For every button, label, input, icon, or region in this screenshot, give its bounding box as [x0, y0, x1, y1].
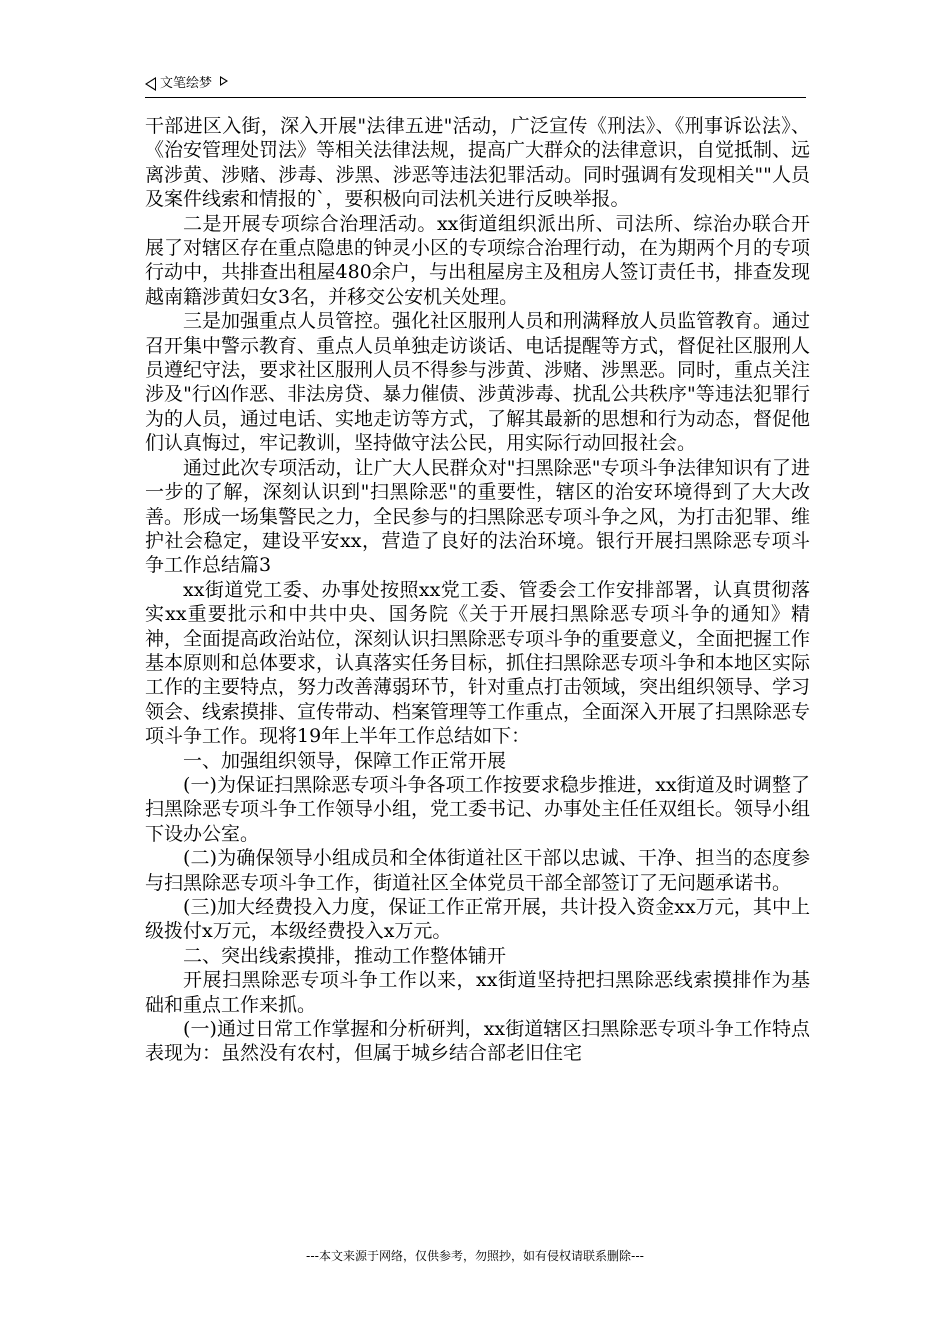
triangle-left-icon — [145, 77, 156, 91]
paragraph: (一)通过日常工作掌握和分析研判，xx街道辖区扫黑除恶专项斗争工作特点表现为：虽然没有农村，但属于城乡结合部老旧住宅 — [145, 1018, 810, 1065]
triangle-right-icon — [220, 76, 228, 86]
page-footer: ---本文来源于网络，仅供参考，勿照抄，如有侵权请联系删除--- — [306, 1249, 644, 1263]
header-divider — [145, 97, 806, 98]
paragraph: 开展扫黑除恶专项斗争工作以来，xx街道坚持把扫黑除恶线索摸排作为基础和重点工作来抓。 — [145, 969, 810, 1016]
paragraph: (三)加大经费投入力度，保证工作正常开展，共计投入资金xx万元，其中上级拨付x万元，本级经费投入x万元。 — [145, 896, 810, 943]
paragraph: 二是开展专项综合治理活动。xx街道组织派出所、司法所、综治办联合开展了对辖区存在重点隐患的钟灵小区的专项综合治理行动，在为期两个月的专项行动中，共排查出租屋480余户，与出租屋房主及租房人签订责任书，排查发现越南籍涉黄妇女3名，并移交公安机关处理。 — [145, 212, 811, 308]
paragraph: 通过此次专项活动，让广大人民群众对"扫黑除恶"专项斗争法律知识有了进一步的了解，深刻认识到"扫黑除恶"的重要性，辖区的治安环境得到了大大改善。形成一场集警民之力，全民参与的扫黑除恶专项斗争之风，为打击犯罪、维护社会稳定，建设平安xx，营造了良好的法治环境。银行开展扫黑除恶专项斗争工作总结篇3 — [145, 456, 811, 577]
header-brand: 文笔绘梦 — [160, 76, 213, 91]
section-heading: 二、突出线索摸排，推动工作整体铺开 — [183, 944, 507, 967]
section-heading: 一、加强组织领导，保障工作正常开展 — [183, 749, 507, 772]
paragraph: 干部进区入街，深入开展"法律五进"活动，广泛宣传《刑法》、《刑事诉讼法》、《治安管理处罚法》等相关法律法规，提高广大群众的法律意识，自觉抵制、远离涉黄、涉赌、涉毒、涉黑、涉恶等违法犯罪活动。同时强调有发现相关""人员及案件线索和情报的`，要积极向司法机关进行反映举报。 — [145, 115, 811, 211]
paragraph: 三是加强重点人员管控。强化社区服刑人员和刑满释放人员监管教育。通过召开集中警示教育、重点人员单独走访谈话、电话提醒等方式，督促社区服刑人员遵纪守法，要求社区服刑人员不得参与涉黄、涉赌、涉黑恶。同时，重点关注涉及"行凶作恶、非法房贷、暴力催债、涉黄涉毒、扰乱公共秩序"等违法犯罪行为的人员，通过电话、实地走访等方式，了解其最新的思想和行为动态，督促他们认真悔过，牢记教训，坚持做守法公民，用实际行动回报社会。 — [145, 310, 811, 455]
paragraph: (一)为保证扫黑除恶专项斗争各项工作按要求稳步推进，xx街道及时调整了扫黑除恶专项斗争工作领导小组，党工委书记、办事处主任任双组长。领导小组下设办公室。 — [145, 773, 811, 845]
page-header — [145, 74, 805, 98]
paragraph: xx街道党工委、办事处按照xx党工委、管委会工作安排部署，认真贯彻落实xx重要批示和中共中央、国务院《关于开展扫黑除恶专项斗争的通知》精神，全面提高政治站位，深刻认识扫黑除恶专项斗争的重要意义，全面把握工作基本原则和总体要求，认真落实任务目标，抓住扫黑除恶专项斗争和本地区实际工作的主要特点，努力改善薄弱环节，针对重点打击领域，突出组织领导、学习领会、线索摸排、宣传带动、档案管理等工作重点，全面深入开展了扫黑除恶专项斗争工作。现将19年上半年工作总结如下： — [145, 578, 811, 748]
paragraph: (二)为确保领导小组成员和全体街道社区干部以忠诚、干净、担当的态度参与扫黑除恶专项斗争工作，街道社区全体党员干部全部签订了无问题承诺书。 — [145, 847, 810, 894]
document-body — [145, 114, 810, 1066]
